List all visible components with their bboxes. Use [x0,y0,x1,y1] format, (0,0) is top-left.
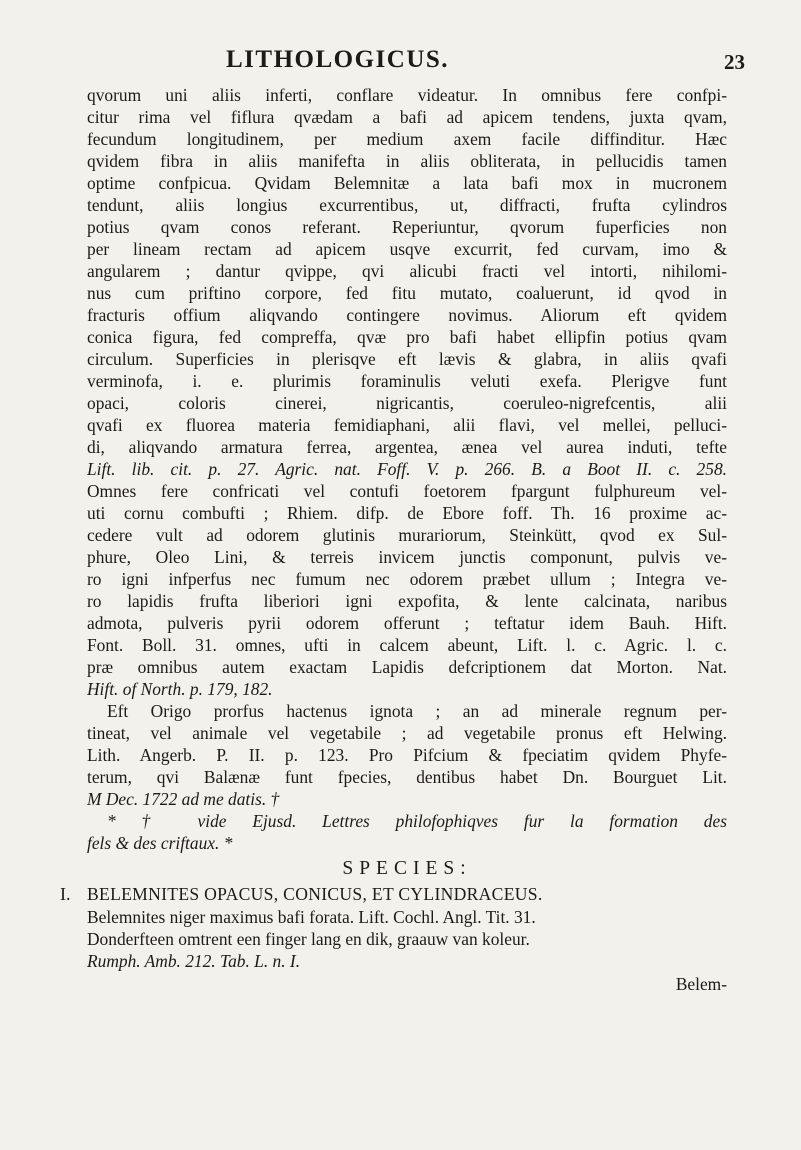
page-header [0,46,801,86]
text-line: verminofa, i. e. plurimis foraminulis veluti exefa. Plerigve funt [87,371,727,391]
text-line: cedere vult ad odorem glutinis murariorum, Steinkütt, qvod ex Sul- [87,525,727,545]
text-line: tendunt, aliis longius excurrentibus, ut, diffracti, frufta cylindros [87,195,727,215]
text-line: fecundum longitudinem, per medium axem facile diffinditur. Hæc [87,129,727,149]
text-line: conica figura, fed compreffa, qvæ pro bafi habet ellipfin potius qvam [87,327,727,347]
text-line: præ omnibus autem exactam Lapidis defcriptionem dat Morton. Nat. [87,657,727,677]
text-line: Omnes fere confricati vel contufi foetorem fpargunt fulphureum vel- [87,481,727,501]
running-head: LITHOLOGICUS. [226,46,450,73]
text-line: circulum. Superficies in plerisqve eft lævis & glabra, in aliis qvafi [87,349,727,369]
page-number: 23 [724,50,745,74]
species-entry-heading [60,882,727,906]
text-line: fracturis offium aliqvando contingere novimus. Aliorum eft qvidem [87,305,727,325]
text-line: M Dec. 1722 ad me datis. † [87,789,280,809]
text-line: Font. Boll. 31. omnes, ufti in calcem abeunt, Lift. l. c. Agric. l. c. [87,635,727,655]
body-text [60,84,727,996]
text-line: angularem ; dantur qvippe, qvi alicubi fracti vel intorti, nihilomi- [87,261,727,281]
text-line: terum, qvi Balænæ funt fpecies, dentibus habet Dn. Bourguet Lit. [87,767,727,787]
footnote-line: * † vide Ejusd. Lettres philofophiqves fur la formation des [107,811,727,831]
text-line: ro igni infperfus nec fumum nec odorem præbet ullum ; Integra ve- [87,569,727,589]
text-line: qvorum uni aliis inferti, conflare videatur. In omnibus fere confpi- [87,85,727,105]
species-number: I. [60,884,71,904]
catchword: Belem- [675,974,727,994]
citation-line: Lift. lib. cit. p. 27. Agric. nat. Foff. V. p. 266. B. a Boot II. c. 258. [87,459,727,479]
text-line: qvidem fibra in aliis manifefta in aliis obliterata, in pellucidis tamen [87,151,727,171]
species-description-line: Belemnites niger maximus bafi forata. Lift. Cochl. Angl. Tit. 31. [87,907,536,927]
text-line: di, aliqvando armatura ferrea, argentea, ænea vel aurea induti, tefte [87,437,727,457]
text-line: per lineam rectam ad apicem usqve excurrit, fed curvam, imo & [87,239,727,259]
text-line: phure, Oleo Lini, & terreis invicem junctis componunt, pulvis ve- [87,547,727,567]
text-line: ro lapidis frufta liberiori igni expofita, & lente calcinata, naribus [87,591,727,611]
species-title: BELEMNITES OPACUS, CONICUS, ET CYLINDRACEUS. [87,884,543,904]
species-heading: SPECIES: [342,858,472,879]
text-line: tineat, vel animale vel vegetabile ; ad vegetabile pronus eft Helwing. [87,723,727,743]
species-description-line: Donderfteen omtrent een finger lang en dik, graauw van koleur. [87,929,530,949]
footnote-line: fels & des criftaux. * [87,833,233,853]
text-line: uti cornu combufti ; Rhiem. difp. de Ebore foff. Th. 16 proxime ac- [87,503,727,523]
text-line: citur rima vel fiflura qvædam a bafi ad apicem tendens, juxta qvam, [87,107,727,127]
text-line: admota, pulveris pyrii odorem offerunt ; teftatur idem Bauh. Hift. [87,613,727,633]
text-line: optime confpicua. Qvidam Belemnitæ a lata bafi mox in mucronem [87,173,727,193]
text-line: potius qvam conos referant. Reperiuntur, qvorum fuperficies non [87,217,727,237]
text-line: qvafi ex fluorea materia femidiaphani, alii flavi, vel mellei, pelluci- [87,415,727,435]
text-line: Lith. Angerb. P. II. p. 123. Pro Pifcium & fpeciatim qvidem Phyfe- [87,745,727,765]
citation-line: Hift. of North. p. 179, 182. [87,679,273,699]
text-line: opaci, coloris cinerei, nigricantis, coeruleo-nigrefcentis, alii [87,393,727,413]
text-line: Eft Origo prorfus hactenus ignota ; an ad minerale regnum per- [107,701,727,721]
text-line: nus cum priftino corpore, fed fitu mutato, coaluerunt, id qvod in [87,283,727,303]
species-description-line: Rumph. Amb. 212. Tab. L. n. I. [87,951,301,971]
